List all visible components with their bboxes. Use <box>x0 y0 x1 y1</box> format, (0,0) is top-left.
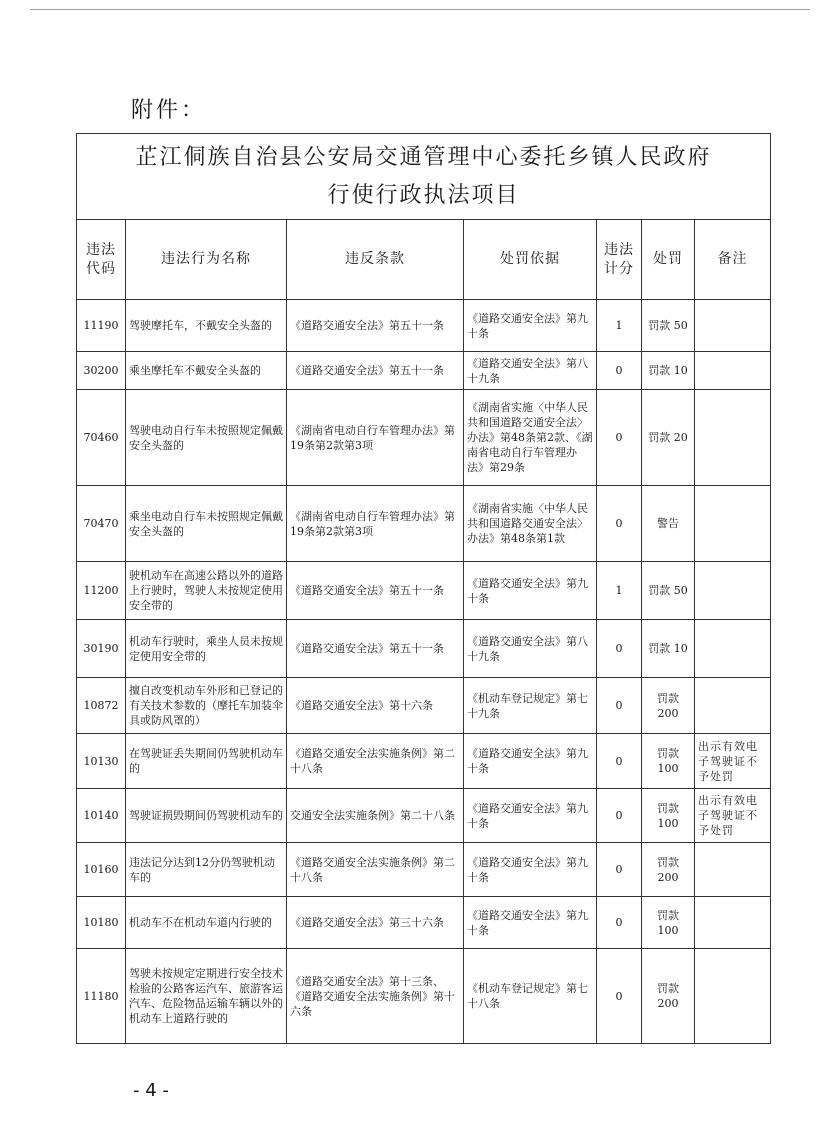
penalty-basis: 《机动车登记规定》第七十八条 <box>464 949 597 1044</box>
penalty-points: 0 <box>597 620 642 678</box>
penalty-amount: 罚款 100 <box>642 897 695 949</box>
table-row <box>77 843 771 897</box>
violation-name: 驾驶证损毁期间仍驾驶机动车的 <box>126 789 287 843</box>
header-remark: 备注 <box>695 220 771 300</box>
title-line-1: 芷江侗族自治县公安局交通管理中心委托乡镇人民政府 <box>135 144 712 170</box>
penalty-points: 0 <box>597 789 642 843</box>
table-row <box>77 789 771 843</box>
violation-name: 在驾驶证丢失期间仍驾驶机动车的 <box>126 734 287 789</box>
enforcement-items-table <box>76 133 771 1044</box>
violation-name: 驾驶电动自行车未按照规定佩戴安全头盔的 <box>126 390 287 486</box>
penalty-amount: 罚款 50 <box>642 300 695 352</box>
header-points: 违法计分 <box>597 220 642 300</box>
penalty-basis: 《湖南省实施〈中华人民共和国道路交通安全法〉办法》第48条第1款 <box>464 486 597 562</box>
header-name: 违法行为名称 <box>126 220 287 300</box>
penalty-basis: 《道路交通安全法》第九十条 <box>464 300 597 352</box>
penalty-amount: 罚款 100 <box>642 789 695 843</box>
table-row <box>77 949 771 1044</box>
violation-code: 10140 <box>77 789 126 843</box>
attachment-label: 附件： <box>131 98 207 123</box>
penalty-basis: 《道路交通安全法》第八十九条 <box>464 620 597 678</box>
penalty-amount: 罚款 200 <box>642 678 695 734</box>
penalty-points: 0 <box>597 390 642 486</box>
violation-code: 10872 <box>77 678 126 734</box>
table-row <box>77 620 771 678</box>
violation-code: 11190 <box>77 300 126 352</box>
penalty-points: 0 <box>597 897 642 949</box>
remark <box>695 300 771 352</box>
penalty-points: 0 <box>597 734 642 789</box>
violation-name: 违法记分达到12分仍驾驶机动车的 <box>126 843 287 897</box>
penalty-amount: 警告 <box>642 486 695 562</box>
penalty-basis: 《道路交通安全法》第九十条 <box>464 734 597 789</box>
violation-code: 10180 <box>77 897 126 949</box>
penalty-basis: 《道路交通安全法》第八十九条 <box>464 352 597 390</box>
page-number: - 4 - <box>133 1080 169 1101</box>
remark <box>695 390 771 486</box>
penalty-amount: 罚款 200 <box>642 949 695 1044</box>
table-row <box>77 562 771 620</box>
penalty-amount: 罚款 10 <box>642 352 695 390</box>
header-penalty: 处罚 <box>642 220 695 300</box>
remark: 出示有效电子驾驶证不予处罚 <box>695 734 771 789</box>
violated-clause: 《道路交通安全法》第五十一条 <box>287 620 464 678</box>
table-row <box>77 734 771 789</box>
penalty-basis: 《道路交通安全法》第九十条 <box>464 843 597 897</box>
penalty-points: 1 <box>597 300 642 352</box>
violated-clause: 《道路交通安全法实施条例》第二十八条 <box>287 734 464 789</box>
table-row <box>77 300 771 352</box>
violation-name: 机动车不在机动车道内行驶的 <box>126 897 287 949</box>
violated-clause: 《道路交通安全法》第五十一条 <box>287 562 464 620</box>
remark <box>695 949 771 1044</box>
remark <box>695 678 771 734</box>
remark <box>695 620 771 678</box>
remark <box>695 352 771 390</box>
remark: 出示有效电子驾驶证不予处罚 <box>695 789 771 843</box>
violated-clause: 《道路交通安全法》第三十六条 <box>287 897 464 949</box>
violation-name: 擅自改变机动车外形和已登记的有关技术参数的（摩托车加装伞具或防风罩的） <box>126 678 287 734</box>
penalty-amount: 罚款 10 <box>642 620 695 678</box>
header-row <box>77 220 771 300</box>
table-row <box>77 486 771 562</box>
table-title <box>77 134 771 220</box>
penalty-points: 0 <box>597 949 642 1044</box>
violated-clause: 《道路交通安全法》第十六条 <box>287 678 464 734</box>
violated-clause: 《道路交通安全法》第五十一条 <box>287 352 464 390</box>
violation-code: 10160 <box>77 843 126 897</box>
table-row <box>77 678 771 734</box>
title-line-2: 行使行政执法项目 <box>327 182 520 208</box>
header-code: 违法代码 <box>77 220 126 300</box>
penalty-points: 1 <box>597 562 642 620</box>
violation-name: 驶机动车在高速公路以外的道路上行驶时，驾驶人未按规定使用安全带的 <box>126 562 287 620</box>
penalty-amount: 罚款 50 <box>642 562 695 620</box>
penalty-basis: 《湖南省实施〈中华人民共和国道路交通安全法〉办法》第48条第2款、《湖南省电动自行车管理办法》第29条 <box>464 390 597 486</box>
table-row <box>77 352 771 390</box>
penalty-amount: 罚款 100 <box>642 734 695 789</box>
remark <box>695 562 771 620</box>
violation-name: 机动车行驶时，乘坐人员未按规定使用安全带的 <box>126 620 287 678</box>
violation-code: 70470 <box>77 486 126 562</box>
violated-clause: 《道路交通安全法》第五十一条 <box>287 300 464 352</box>
violated-clause: 《道路交通安全法实施条例》第二十八条 <box>287 843 464 897</box>
violation-name: 乘坐摩托车不戴安全头盔的 <box>126 352 287 390</box>
remark <box>695 843 771 897</box>
penalty-basis: 《道路交通安全法》第九十条 <box>464 789 597 843</box>
violation-code: 11180 <box>77 949 126 1044</box>
violation-code: 30190 <box>77 620 126 678</box>
violation-name: 驾驶摩托车，不戴安全头盔的 <box>126 300 287 352</box>
penalty-basis: 《机动车登记规定》第七十九条 <box>464 678 597 734</box>
table-title-row <box>77 134 771 220</box>
violated-clause: 《湖南省电动自行车管理办法》第19条第2款第3项 <box>287 390 464 486</box>
penalty-basis: 《道路交通安全法》第九十条 <box>464 897 597 949</box>
violation-name: 乘坐电动自行车未按照规定佩戴安全头盔的 <box>126 486 287 562</box>
remark <box>695 486 771 562</box>
penalty-amount: 罚款 200 <box>642 843 695 897</box>
violated-clause: 《道路交通安全法》第十三条、《道路交通安全法实施条例》第十六条 <box>287 949 464 1044</box>
violation-code: 70460 <box>77 390 126 486</box>
penalty-points: 0 <box>597 843 642 897</box>
violated-clause: 《湖南省电动自行车管理办法》第19条第2款第3项 <box>287 486 464 562</box>
penalty-amount: 罚款 20 <box>642 390 695 486</box>
violation-code: 11200 <box>77 562 126 620</box>
penalty-points: 0 <box>597 352 642 390</box>
header-clause: 违反条款 <box>287 220 464 300</box>
header-basis: 处罚依据 <box>464 220 597 300</box>
penalty-points: 0 <box>597 486 642 562</box>
scan-top-border <box>30 9 810 10</box>
violation-name: 驾驶未按规定定期进行安全技术检验的公路客运汽车、旅游客运汽车、危险物品运输车辆以外的机动车上道路行驶的 <box>126 949 287 1044</box>
violation-code: 10130 <box>77 734 126 789</box>
violation-code: 30200 <box>77 352 126 390</box>
table-row <box>77 897 771 949</box>
table-row <box>77 390 771 486</box>
penalty-basis: 《道路交通安全法》第九十条 <box>464 562 597 620</box>
violated-clause: 交通安全法实施条例》第二十八条 <box>287 789 464 843</box>
penalty-points: 0 <box>597 678 642 734</box>
remark <box>695 897 771 949</box>
